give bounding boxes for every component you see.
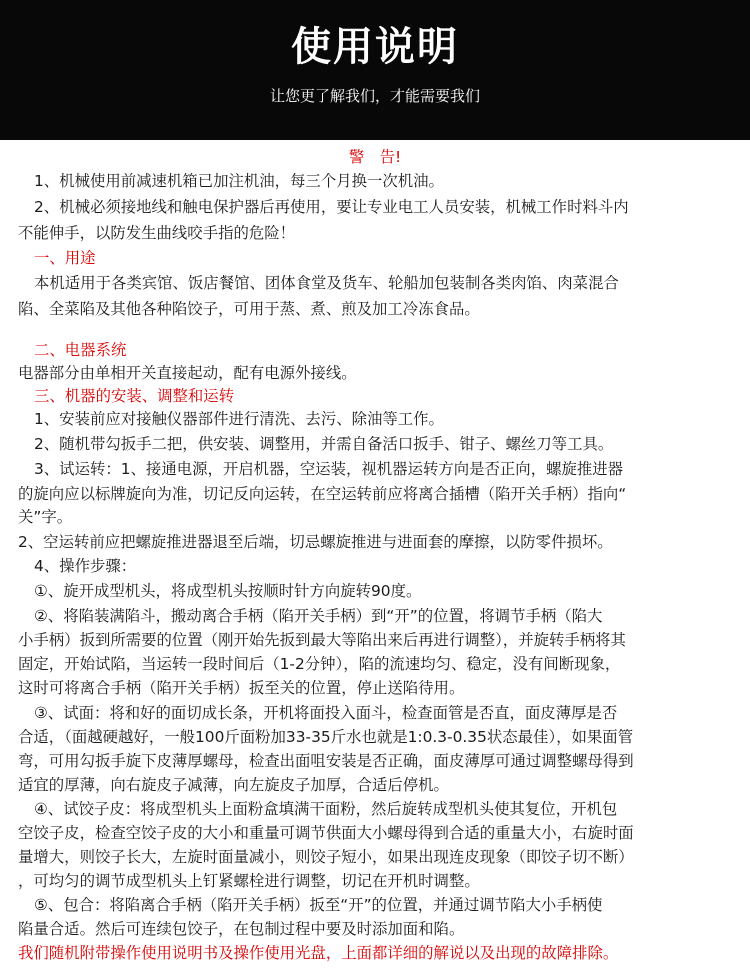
section-heading-electric: 二、电器系统 <box>34 341 127 359</box>
electric-text: 电器部分由单相开关直接起动，配有电源外接线。 <box>18 364 357 382</box>
warning-item-1: 1、机械使用前减速机箱已加注机油，每三个月换一次机油。 <box>34 172 444 190</box>
section-heading-install: 三、机器的安装、调整和运转 <box>34 387 235 405</box>
operation-steps-heading: 4、操作步骤： <box>34 557 137 575</box>
install-step-3-cont: 的旋向应以标牌旋向为准，切记反向运转，在空运转前应将离合插槽（陷开关手柄）指向“ <box>18 485 627 503</box>
usage-text: 本机适用于各类宾馆、饭店餐馆、团体食堂及货车、轮船加包装制各类肉馅、肉菜混合 <box>34 274 619 292</box>
operation-step-3-cont: 弯，可用勾扳手旋下皮薄厚螺母，检查出面咀安装是否正确，面皮薄厚可通过调整螺母得到 <box>18 752 634 770</box>
operation-step-4-end: ，可均匀的调节成型机头上钉紧螺栓进行调整，切记在开机时调整。 <box>18 872 480 890</box>
install-step-3-end: 关”字。 <box>18 508 73 526</box>
usage-text-cont: 陷、全菜陷及其他各种陷饺子，可用于蒸、煮、煎及加工冷冻食品。 <box>18 300 480 318</box>
header-banner <box>0 0 750 140</box>
install-step-3: 3、试运转：1、接通电源，开启机器，空运装，视机器运转方向是否正向，螺旋推进器 <box>34 460 624 478</box>
operation-step-2: ②、将陷装满陷斗，搬动离合手柄（陷开关手柄）到“开”的位置，将调节手柄（陷大 <box>34 607 603 625</box>
operation-step-1: ①、旋开成型机头，将成型机头按顺时针方向旋转90度。 <box>34 582 422 600</box>
footer-note: 我们随机附带操作使用说明书及操作使用光盘，上面都详细的解说以及出现的故障排除。 <box>18 944 619 962</box>
install-step-3-note: 2、空运转前应把螺旋推进器退至后端，切忌螺旋推进与进面套的摩擦，以防零件损坏。 <box>18 533 613 551</box>
operation-step-5-end: 陷量合适。然后可连续包饺子，在包制过程中要及时添加面和陷。 <box>18 920 465 938</box>
section-heading-usage: 一、用途 <box>34 249 96 267</box>
operation-step-4: ④、试饺子皮：将成型机头上面粉盒填满干面粉，然后旋转成型机头使其复位，开机包 <box>34 800 618 818</box>
operation-step-2-cont: 固定，开始试陷，当运转一段时间后（1-2分钟），陷的流速均匀、稳定，没有间断现象， <box>18 655 621 673</box>
install-step-1: 1、安装前应对接触仪器部件进行清洗、去污、除油等工作。 <box>34 410 444 428</box>
operation-step-3-end: 适宜的厚薄，向右旋皮子减薄，向左旋皮子加厚，合适后停机。 <box>18 776 449 794</box>
page-subtitle: 让您更了解我们，才能需要我们 <box>269 87 480 105</box>
warning-heading: 警 告! <box>348 148 402 166</box>
operation-step-3-cont: 合适，（面越硬越好，一般100斤面粉加33-35斤水也就是1:0.3-0.35状态最佳），如果面管 <box>18 728 634 746</box>
operation-step-3: ③、试面：将和好的面切成长条，开机将面投入面斗，检查面管是否直，面皮薄厚是否 <box>34 704 618 722</box>
operation-step-4-cont: 量增大，则饺子长大，左旋时面量减小，则饺子短小，如果出现连皮现象（即饺子切不断） <box>18 848 634 866</box>
operation-step-5: ⑤、包合：将陷离合手柄（陷开关手柄）扳至“开”的位置，并通过调节陷大小手柄使 <box>34 896 603 914</box>
warning-item-2-cont: 不能伸手，以防发生曲线咬手指的危险！ <box>18 224 296 242</box>
page-title: 使用说明 <box>291 24 459 70</box>
operation-step-4-cont: 空饺子皮，检查空饺子皮的大小和重量可调节供面大小螺母得到合适的重量大小，右旋时面 <box>18 824 634 842</box>
warning-item-2: 2、机械必须接地线和触电保护器后再使用，要让专业电工人员安装，机械工作时料斗内 <box>34 198 629 216</box>
operation-step-2-end: 这时可将离合手柄（陷开关手柄）扳至关的位置，停止送陷待用。 <box>18 679 465 697</box>
install-step-2: 2、随机带勾扳手二把，供安装、调整用，并需自备活口扳手、钳子、螺丝刀等工具。 <box>34 435 614 453</box>
operation-step-2-cont: 小手柄）扳到所需要的位置（刚开始先扳到最大等陷出来后再进行调整），并旋转手柄将其 <box>18 631 626 649</box>
